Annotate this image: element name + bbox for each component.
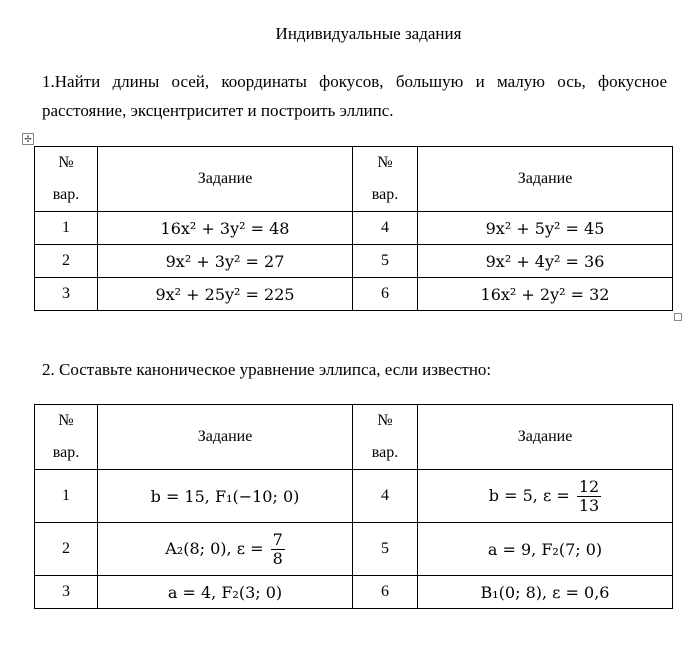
table-row (35, 212, 673, 245)
task-formula: 9x² + 25y² = 225 (98, 278, 353, 311)
variant-number: 4 (353, 212, 418, 245)
task1-text: 1.Найти длины осей, координаты фокусов, большую и малую ось, фокусное расстояние, эксцентриситет и построить эллипс. (42, 72, 667, 120)
table-row (35, 470, 673, 523)
task-formula: a = 4, F₂(3; 0) (98, 576, 353, 609)
document-title: Индивидуальные задания (275, 24, 462, 43)
task-formula: a = 9, F₂(7; 0) (418, 523, 673, 576)
task-formula: 9x² + 4y² = 36 (418, 245, 673, 278)
header-task-left: Задание (98, 147, 353, 212)
task-formula: 16x² + 3y² = 48 (98, 212, 353, 245)
table-task2 (34, 404, 673, 609)
header-task-left: Задание (98, 405, 353, 470)
table-row (35, 278, 673, 311)
task-formula: 9x² + 3y² = 27 (98, 245, 353, 278)
task-formula: b = 5, ε = $\frac{12}{13}$ (418, 470, 673, 523)
fraction: $\frac{7}{8}$ (272, 529, 283, 568)
variant-number: 2 (35, 245, 98, 278)
variant-number: 4 (353, 470, 418, 523)
header-num-right: № вар. (353, 147, 418, 212)
resize-handle-icon[interactable] (674, 313, 682, 321)
task-formula: 9x² + 5y² = 45 (418, 212, 673, 245)
header-task-right: Задание (418, 147, 673, 212)
table-row (35, 245, 673, 278)
header-num-left: № вар. (35, 147, 98, 212)
variant-number: 6 (353, 576, 418, 609)
variant-number: 5 (353, 523, 418, 576)
variant-number: 1 (35, 212, 98, 245)
header-task-right: Задание (418, 405, 673, 470)
task-formula: B₁(0; 8), ε = 0,6 (418, 576, 673, 609)
task2-text: 2. Составьте каноническое уравнение эллипса, если известно: (42, 360, 492, 379)
task-formula: 16x² + 2y² = 32 (418, 278, 673, 311)
table-header-row (35, 405, 673, 470)
table-task1 (34, 146, 673, 311)
variant-number: 3 (35, 278, 98, 311)
table-header-row (35, 147, 673, 212)
task-formula: b = 15, F₁(−10; 0) (98, 470, 353, 523)
variant-number: 2 (35, 523, 98, 576)
header-num-right: № вар. (353, 405, 418, 470)
variant-number: 3 (35, 576, 98, 609)
task-formula: A₂(8; 0), ε = $\frac{7}{8}$ (98, 523, 353, 576)
table-row (35, 576, 673, 609)
header-num-left: № вар. (35, 405, 98, 470)
table-row (35, 523, 673, 576)
variant-number: 1 (35, 470, 98, 523)
move-table-icon[interactable]: ✢ (22, 133, 34, 145)
fraction: $\frac{12}{13}$ (578, 476, 600, 515)
variant-number: 6 (353, 278, 418, 311)
variant-number: 5 (353, 245, 418, 278)
